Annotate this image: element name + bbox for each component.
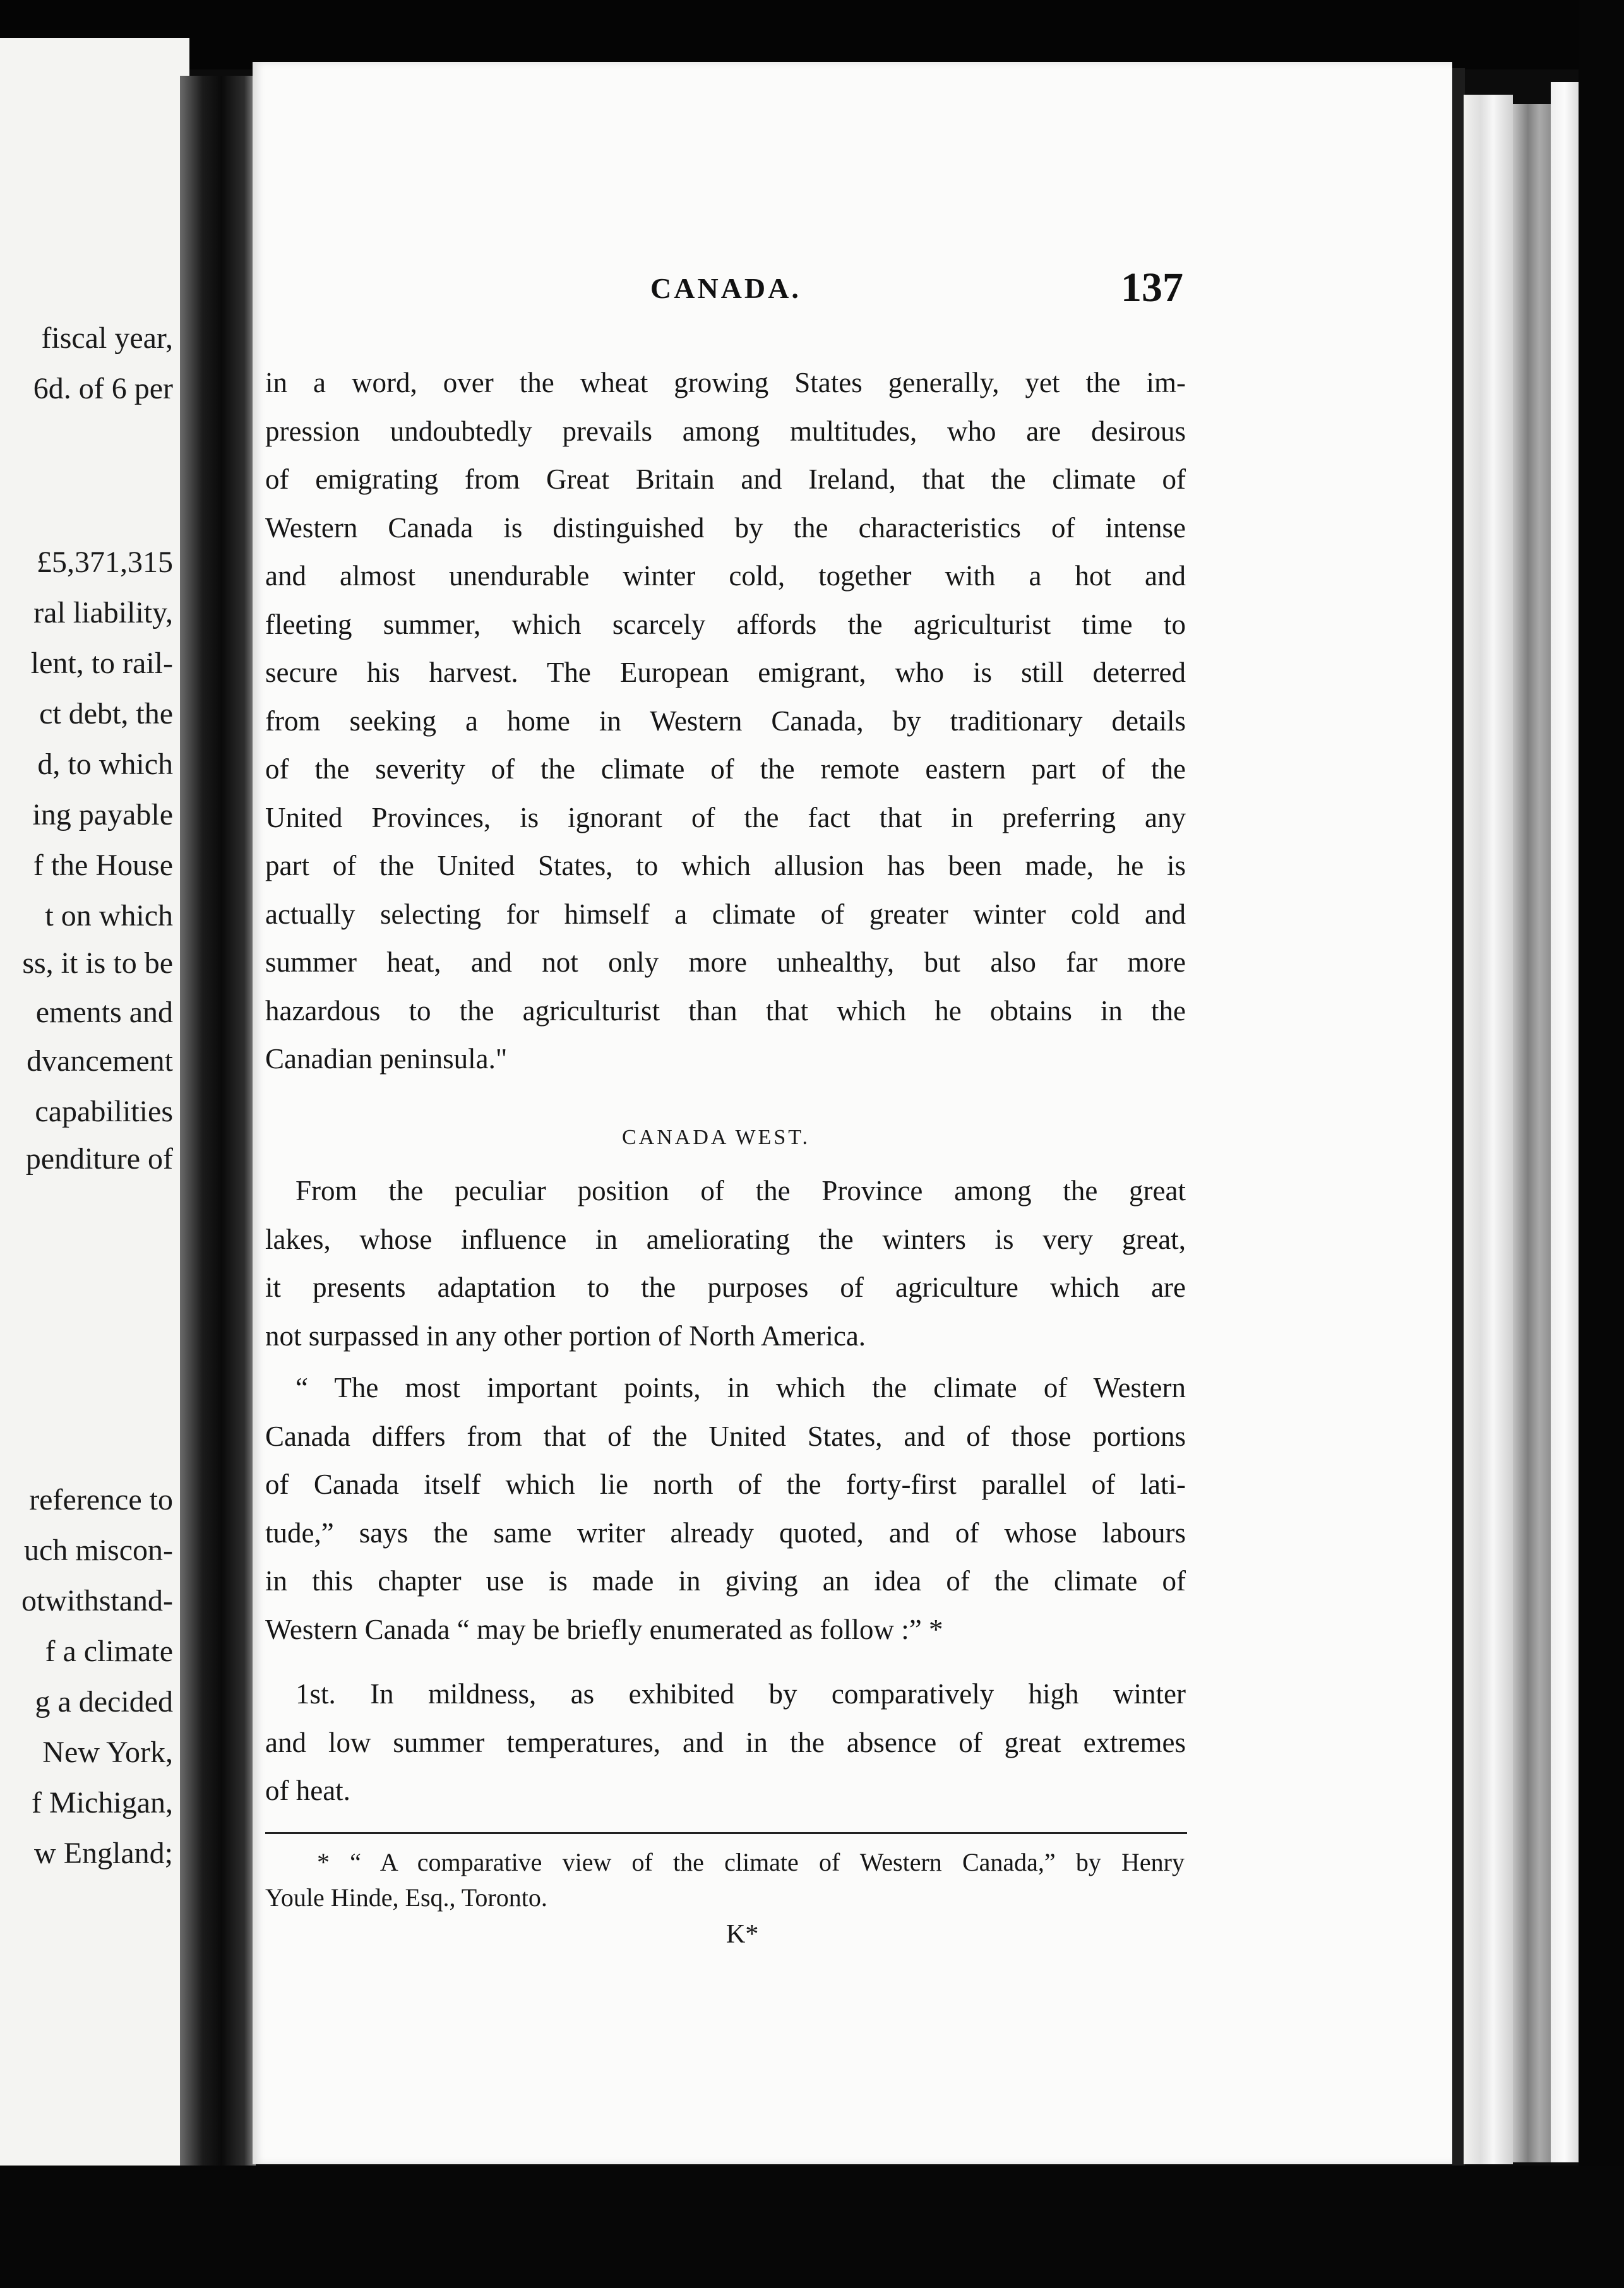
footnote-rule: [265, 1832, 1187, 1834]
text-line: From the peculiar position of the Province among the great: [296, 1175, 1186, 1207]
facing-page-fragment: [0, 38, 189, 2203]
text-line: Western Canada “ may be briefly enumerated as follow :” *: [265, 1613, 943, 1645]
facing-page-line: ing payable: [32, 798, 173, 831]
text-line: of emigrating from Great Britain and Ireland, that the climate of: [265, 463, 1186, 495]
text-line: of Canada itself which lie north of the forty-first parallel of lati-: [265, 1469, 1186, 1500]
facing-page-line: f the House: [33, 849, 173, 882]
text-line: “ The most important points, in which the climate of Western: [296, 1372, 1186, 1403]
text-line: of the severity of the climate of the remote eastern part of the: [265, 753, 1186, 785]
text-line: and almost unendurable winter cold, together with a hot and: [265, 560, 1186, 592]
text-line: Western Canada is distinguished by the characteristics of intense: [265, 511, 1186, 544]
text-line: from seeking a home in Western Canada, by traditionary details: [265, 705, 1186, 737]
text-line: in this chapter use is made in giving an idea of the climate of: [265, 1565, 1186, 1597]
text-line: part of the United States, to which allusion has been made, he is: [265, 850, 1186, 881]
footnote-line: * “ A comparative view of the climate of Western Canada,” by Henry: [317, 1848, 1185, 1876]
text-line: 1st. In mildness, as exhibited by comparatively high winter: [296, 1678, 1186, 1710]
text-line: Canadian peninsula.": [265, 1043, 508, 1075]
facing-page-line: uch miscon-: [24, 1534, 173, 1567]
facing-page-line: penditure of: [25, 1142, 173, 1176]
text-line: lakes, whose influence in ameliorating the winters is very great,: [265, 1223, 1186, 1255]
facing-page-line: 6d. of 6 per: [33, 372, 173, 405]
page-edge: [1464, 95, 1513, 2164]
facing-page-line: w England;: [34, 1837, 173, 1870]
text-line: in a word, over the wheat growing States generally, yet the im-: [265, 367, 1186, 398]
footnote: [265, 1845, 1185, 1916]
text-line: and low summer temperatures, and in the absence of great extremes: [265, 1726, 1186, 1758]
facing-page-line: g a decided: [35, 1685, 173, 1719]
paragraph-canada-west: [265, 1167, 1186, 1360]
page-number: 137: [1121, 265, 1183, 311]
facing-page-line: otwithstand-: [21, 1584, 173, 1618]
book-gutter: [180, 76, 256, 2191]
facing-page-line: f a climate: [45, 1635, 173, 1668]
page-edge: [1513, 104, 1551, 2162]
facing-page-line: lent, to rail-: [30, 646, 173, 680]
text-line: Canada differs from that of the United States, and of those portions: [265, 1420, 1186, 1452]
facing-page-line: f Michigan,: [32, 1786, 173, 1820]
paragraph-first-point: [265, 1670, 1186, 1815]
facing-page-line: t on which: [45, 899, 173, 932]
facing-page-line: ss, it is to be: [22, 946, 173, 980]
text-line: secure his harvest. The European emigrant, who is still deterred: [265, 657, 1186, 688]
facing-page-line: reference to: [29, 1483, 173, 1516]
facing-page-line: ral liability,: [33, 596, 173, 629]
section-heading: CANADA WEST.: [622, 1126, 810, 1149]
scan-bottom-border: [0, 2166, 1624, 2288]
page-edge: [1551, 82, 1579, 2162]
facing-page-line: New York,: [42, 1736, 173, 1769]
paragraph-quotation: [265, 1364, 1186, 1653]
text-line: it presents adaptation to the purposes of agriculture which are: [265, 1272, 1186, 1303]
scan-top-border: [0, 0, 1624, 69]
facing-page-line: ements and: [35, 996, 173, 1029]
facing-page-line: d, to which: [37, 748, 173, 781]
facing-page-line: £5,371,315: [37, 545, 173, 579]
facing-page-line: ct debt, the: [39, 697, 173, 730]
footnote-line: Youle Hinde, Esq., Toronto.: [265, 1883, 547, 1912]
paragraph-continued: [265, 359, 1186, 1083]
text-line: pression undoubtedly prevails among multitudes, who are desirous: [265, 415, 1186, 447]
page-edge: [1452, 68, 1465, 2167]
scan-right-border: [1579, 0, 1624, 2288]
facing-page-line: capabilities: [35, 1095, 173, 1128]
facing-page-line: fiscal year,: [41, 321, 173, 355]
text-line: fleeting summer, which scarcely affords the agriculturist time to: [265, 608, 1186, 640]
text-line: summer heat, and not only more unhealthy, but also far more: [265, 946, 1186, 978]
signature-mark: K*: [726, 1920, 759, 1949]
text-line: hazardous to the agriculturist than that which he obtains in the: [265, 994, 1186, 1027]
text-line: not surpassed in any other portion of North America.: [265, 1320, 866, 1352]
text-line: United Provinces, is ignorant of the fact that in preferring any: [265, 801, 1186, 833]
running-title: CANADA.: [650, 272, 801, 304]
facing-page-line: dvancement: [27, 1044, 173, 1078]
text-line: of heat.: [265, 1775, 350, 1806]
text-line: tude,” says the same writer already quoted, and of whose labours: [265, 1516, 1186, 1549]
text-line: actually selecting for himself a climate of greater winter cold and: [265, 898, 1186, 930]
